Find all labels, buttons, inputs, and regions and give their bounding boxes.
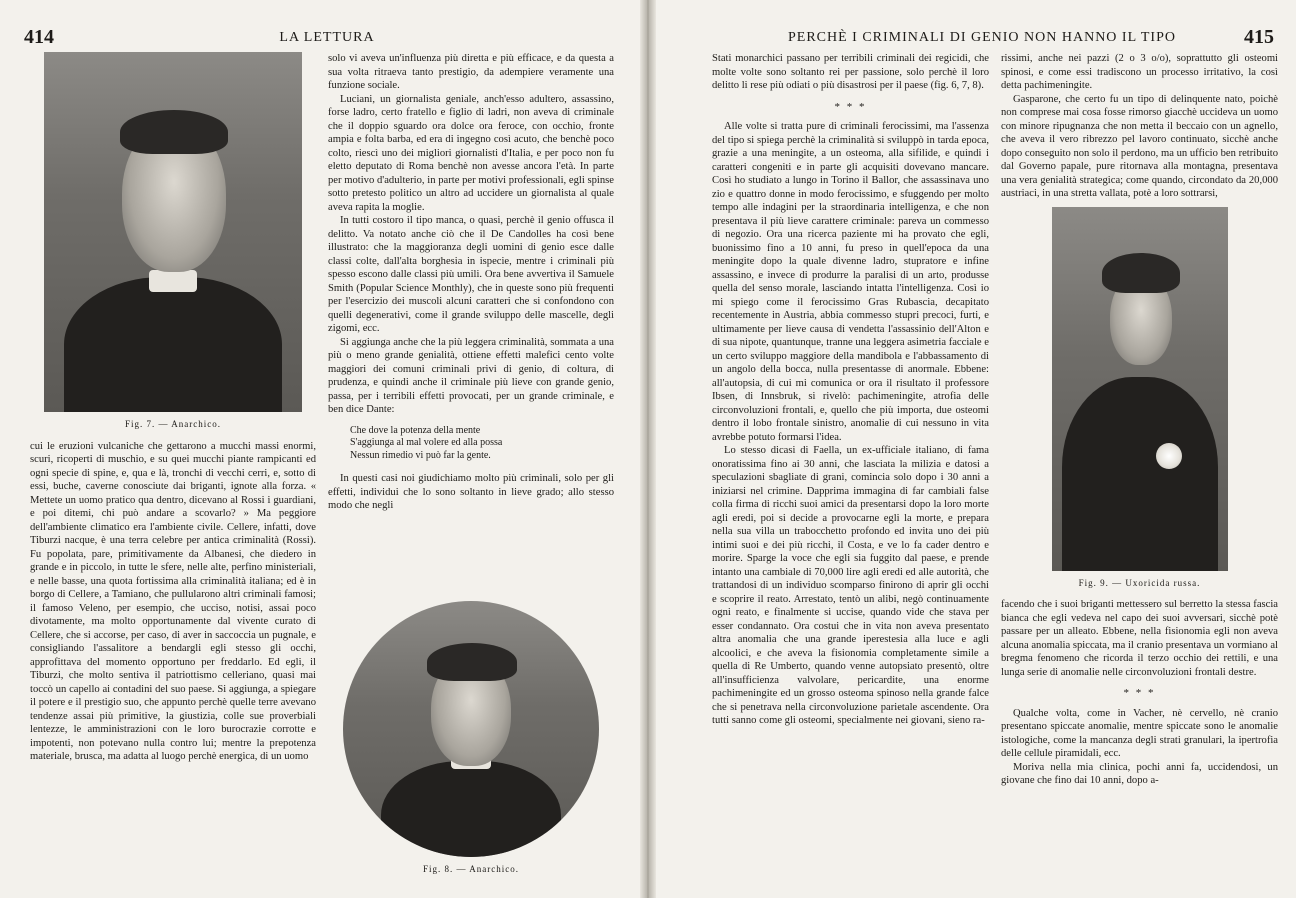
left-col2-paragraph: In questi casi noi giudichiamo molto più criminali, solo per gli effetti, individui che lo sono soltanto in lieve grado; allo stesso modo che negli: [328, 473, 614, 511]
section-break: * * *: [1123, 687, 1156, 699]
figure-7-caption: Fig. 7. — Anarchico.: [125, 419, 221, 429]
right-page-number: 415: [1244, 26, 1274, 48]
right-col2-paragraph: rissimi, anche nei pazzi (2 o 3 o/o), soprattutto gli osteomi spinosi, e come essi tradiscono un processo irritativo, la così detta pachimeningite.: [1001, 53, 1278, 91]
right-running-head: [712, 26, 1278, 48]
right-col2-paragraph: Moriva nella mia clinica, pochi anni fa, uccidendosi, un giovane che fino dai 10 anni, dopo a-: [1001, 761, 1278, 786]
right-col1-paragraph: Stati monarchici passano per terribili criminali dei regicidi, che molte volte sono soltanto rei per passione, solo perchè il loro delitto li rese più odiati o più disastrosi per il paese (fig. 6, 7, 8).: [712, 53, 989, 91]
figure-7: [30, 52, 316, 432]
dante-verse: [350, 425, 614, 463]
left-running-title: LA LETTURA: [279, 30, 375, 45]
left-page: [0, 0, 640, 898]
portrait-photo-icon: [1052, 207, 1228, 571]
left-col2-paragraph: Luciani, un giornalista geniale, anch'esso adultero, assassino, forse ladro, certo fratello e figlio di ladri, non aveva di criminale che il doppio sguardo ora dolce ora feroce, con occhio, fronte ampia e folta barba, ed era di ingegno così acuto, che benchè poco colto, riescì uno dei migliori giornalisti d'Italia, e per poco non fu eletto deputato di Roma benchè non avesse ancora l'età. In parte per motivo d'adulterio, in parte per motivi professionali, egli spinse sotto pretesto politico un altro ad uccidere un giornalista al quale aveva rapita la moglie.: [328, 93, 614, 213]
verse-line: Che dove la potenza della mente: [350, 424, 481, 436]
left-page-number: 414: [24, 26, 54, 48]
right-col1-paragraph: Lo stesso dicasi di Faella, un ex-ufficiale italiano, di fama onoratissima fino ai 30 anni, che lasciata la milizia e datosi a speculazioni sbagliate di grani, comincia solo dopo i 30 anni a iniziarsi nel crimine. Dapprima immagina di far cambiali false colla firma di ricchi suoi amici da presentarsi dopo la loro morte agli eredi, poi si decide a provocarne egli la morte, e prepara nella sua villa un trabocchetto profondo ed invita uno dei più intimi suoi e dei più ricchi, il Costa, e ve lo fa cader dentro e morire. Sparge la voce che egli sia fuggito dal paese, e prende intanto una cambiale di 70,000 lire agli eredi ed alle autorità, che trattandosi di un individuo scomparso finirono di aprir gli occhi e scoprire il reato. Arrestato, tentò un alibi, negò continuamente ogni reato, e finalmente si uccise, quando vide che stava per esser condannato. Ora costui che in vita non aveva presentato altra anomalia che una grande iperestesia alla luce e agli alcoolici, e che aveva la fisionomia completamente simile a quella di Re Umberto, quando venne autopsiato presentò, oltre all'insufficienza valvolare, pericardite, una enorme pachimeningite ed un grosso osteoma spinoso nella grande falce che si penetrava nella circonvoluzione parietale ascendente. Ora tutti sanno come gli osteomi, specialmente nei giovani, sieno ra-: [712, 445, 989, 726]
left-column-2: [328, 52, 614, 888]
book-gutter: [640, 0, 656, 898]
left-column-1: [30, 52, 316, 888]
figure-9: [1001, 207, 1278, 591]
right-column-2: [1001, 52, 1278, 888]
figure-8: [328, 601, 614, 877]
left-running-head: [24, 26, 614, 48]
left-col2-paragraph: In tutti costoro il tipo manca, o quasi, perchè il genio offusca il delitto. Va notato anche ciò che il De Candolles ha così bene illustrato: che la maggioranza degli uomini di genio esce dalle classi colte, dall'alta borghesia in ispecie, mentre i criminali più spesso escono dalle classi più umili. Ora bene avvertiva il Samuele Smith (Popular Science Monthly), che in queste sono più frequenti per l'esercizio dei muscoli alcuni caratteri che si confondono con quelli degenerativi, come il grande sviluppo delle mascelle, degli zigomi, ecc.: [328, 215, 614, 334]
flower-icon: [1156, 443, 1182, 469]
portrait-photo-icon: [44, 52, 302, 412]
left-col2-paragraph: solo vi aveva un'influenza più diretta e più efficace, e da questa a sua volta ritraeva tanto prestigio, da adempiere veramente una funzione sociale.: [328, 53, 614, 91]
right-column-1: [712, 52, 989, 888]
figure-9-caption: Fig. 9. — Uxoricida russa.: [1078, 577, 1201, 588]
verse-line: Nessun rimedio vi può far la gente.: [350, 449, 491, 461]
right-page: [656, 0, 1296, 898]
left-col1-paragraph: cui le eruzioni vulcaniche che gettarono a mucchi massi enormi, scuri, ricoperti di muschio, e su quei mucchi piante rampicanti ed ogni specie di spine, e, qua e là, tronchi di vecchi cerri, e, sotto di essi, buche, caverne conosciute dai briganti, ignote alla forza. « Mettete un uomo pratico qua dentro, dicevano al Rossi i guardiani, e poi ditemi, chi può andare a scovarlo? » Ma peggiore dell'ambiente climatico era l'ambiente civile. Cellere, infatti, dove Tiburzi nacque, è una terra celebre per antica criminalità (Rossi). Fu popolata, pare, primitivamente da Albanesi, che diedero in grande e in piccolo, in tutte le sfere, nelle alte, perfino ministeriali, e nelle basse, una quota fortissima alla criminalità italiana; ed è in borgo di Cellere, a Tamiano, che pullularono altri criminali famosi; il famoso Veleno, per esempio, che ucciso, notisi, assai poco divotamente, ma molto opportunamente dal vivente curato di Cellere, che si accorse, per caso, di aver in saccoccia un pugnale, e consigliando l'assalitore a bendargli egli stesso gli occhi, approfittava del momento opportuno per freddarlo. Ed egli, il Tiburzi, che molto sentiva il patriottismo celleriano, quasi mai toccò un capello ai contadini del suo paese. Si aggiunga, a spiegare il potere e il prestigio suo, che appunto perchè quelle terre avevano tendenze assai più primitive, la giustizia, colle sue proverbiali lentezze, le amministrazioni con le loro burocrazie corrotte e impotenti, non potevano nulla contro lui; mentre la prepotenza materiale, brusca, ma adatta al luogo perchè energica, di un uomo: [30, 440, 316, 762]
section-break: * * *: [834, 100, 867, 113]
right-running-title: PERCHÈ I CRIMINALI DI GENIO NON HANNO IL TIPO: [788, 30, 1176, 45]
right-col2-paragraph: facendo che i suoi briganti mettessero sul berretto la stessa fascia bianca che egli vedeva nel capo dei suoi avversari, sicchè potè passare per un alleato. Ebbene, nella fisionomia egli non aveva alcuna anomalia spiccata, ma il cranio presentava un vormiano al bregma fenomeno che ricorda il terzo occhio dei rettili, e una lunga serie di anomalie nelle circonvoluzioni frontali destre.: [1001, 599, 1278, 678]
right-col1-paragraph: Alle volte si tratta pure di criminali ferocissimi, ma l'assenza del tipo si spiega perchè la criminalità si sviluppò in tarda epoca, grazie a una meningite, a un osteoma, alla sifilide, e quindi i caratteri congeniti e in parte gli acquisiti dovevano mancare. Così ho studiato a lungo in Torino il Ballor, che assassinava uno zio e quattro donne in modo ferocissimo, e sfuggendo per molto tempo alle indagini per la straordinaria intelligenza, e che non presentava il più lieve carattere criminale: pareva un commesso di negozio. Ora una ricerca paziente mi ha provato che egli, buonissimo fino a 10 anni, fu preso in quell'epoca da una meningite dopo la quale divenne ladro, stupratore e infine assassino, e invece di produrre la paralisi di un arto, produsse quella del senso morale, lasciando intatta l'intelligenza. Così io mi spiego come il ferocissimo Gras Rubascia, decapitato recentemente in Austria, abbia commesso stupri precoci, furti, e ultimamente per lieve causa di vendetta l'assassinio dell'Alton e di sua nipote, quantunque, tranne una leggera asimetria facciale e un certo sviluppo maggiore della mandibola e l'abbassamento di un angolo della bocca, nulla presentasse di anormale. Ebbene: all'autopsia, di cui mi comunica or ora il risultato il professore Ibsen, di Innsbruk, si rivelò: pachimeningite, atrofia delle circonvoluzioni frontali, e, quello che più importa, due osteomi dentro il lobo frontale sinistro, anomalie di cui nessuno in vita avrebbe potuto formarsi l'idea.: [712, 121, 989, 443]
left-col2-paragraph: Si aggiunga anche che la più leggera criminalità, sommata a una più o meno grande genialità, ottiene effetti malefici cento volte maggiori dei comuni criminali privi di genio, di coltura, di prudenza, e quindi anche il criminale più lieve con grande genio, passa, per i terribili effetti provocati, per un grande criminale, e ben dice Dante:: [328, 336, 614, 415]
round-portrait-photo-icon: [343, 601, 599, 857]
right-col2-paragraph: Gasparone, che certo fu un tipo di delinquente nato, poichè non comprese mai cosa fosse rimorso giacchè uccideva un uomo con minore ripugnanza che non metta il beccaio con un agnello, che aveva il vero ribrezzo pel lavoro continuato, sicchè anche dopo conseguito non solo il perdono, ma un ufficio ben retribuito dal Governo papale, pure ritornava alla montagna, presentava una vera genialità strategica; come quando, circondato da 20,000 austriaci, in una stretta vallata, potè a loro sottrarsi,: [1001, 93, 1278, 199]
verse-line: S'aggiunga al mal volere ed alla possa: [350, 437, 503, 448]
right-col2-paragraph: Qualche volta, come in Vacher, nè cervello, nè cranio presentano spiccate anomalie, mentre spiccate sono le anomalie istologiche, come la mancanza degli strati granulari, la ipertrofia delle cellule piramidali, ecc.: [1001, 707, 1278, 759]
figure-8-caption: Fig. 8. — Anarchico.: [423, 863, 519, 874]
